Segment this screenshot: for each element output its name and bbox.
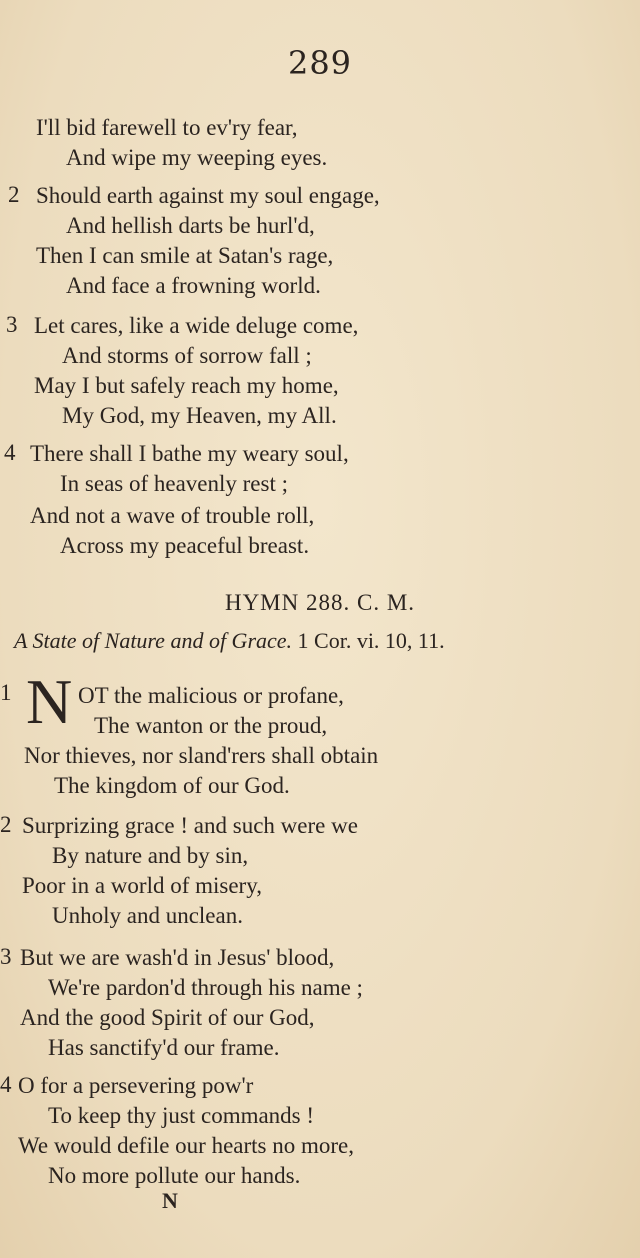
verse-line: Surprizing grace ! and such were we [22, 813, 358, 838]
stanza-number: 3 [6, 312, 18, 337]
verse-line: And not a wave of trouble roll, [30, 503, 315, 528]
verse-line: Should earth against my soul engage, [36, 183, 380, 208]
verse-line: I'll bid farewell to ev'ry fear, [36, 115, 298, 140]
subtitle-scripture-ref: 1 Cor. vi. 10, 11. [297, 628, 445, 653]
verse-line: No more pollute our hands. [48, 1163, 301, 1188]
verse-line: And hellish darts be hurl'd, [66, 213, 315, 238]
verse-line: By nature and by sin, [52, 843, 249, 868]
verse-line: OT the malicious or profane, [78, 683, 344, 708]
verse-line: In seas of heavenly rest ; [60, 471, 289, 496]
verse-line: Then I can smile at Satan's rage, [36, 243, 334, 268]
verse-line: We're pardon'd through his name ; [48, 975, 363, 1000]
verse-line: There shall I bathe my weary soul, [30, 441, 349, 466]
verse-line: Has sanctify'd our frame. [48, 1035, 280, 1060]
verse-line: The wanton or the proud, [94, 713, 328, 738]
drop-cap: N [26, 666, 73, 737]
verse-line: And face a frowning world. [66, 273, 321, 298]
hymn-title: HYMN 288. C. M. [224, 590, 416, 615]
verse-line: And storms of sorrow fall ; [62, 343, 312, 368]
stanza-number: 2 [0, 812, 12, 837]
verse-line: Across my peaceful breast. [60, 533, 310, 558]
stanza-number: 4 [4, 440, 16, 465]
verse-line: And wipe my weeping eyes. [66, 145, 328, 170]
stanza-number: 1 [0, 680, 12, 705]
subtitle-theme: A State of Nature and of Grace. [14, 628, 293, 653]
verse-line: Poor in a world of misery, [22, 873, 262, 898]
verse-line: The kingdom of our God. [54, 773, 290, 798]
verse-line: Unholy and unclean. [52, 903, 243, 928]
hymn-subtitle [14, 628, 445, 654]
stanza-number: 2 [8, 182, 20, 207]
verse-line: May I but safely reach my home, [34, 373, 339, 398]
verse-line: And the good Spirit of our God, [20, 1005, 315, 1030]
verse-line: Let cares, like a wide deluge come, [34, 313, 359, 338]
stanza-number: 4 [0, 1072, 12, 1097]
verse-line: Nor thieves, nor sland'rers shall obtain [24, 743, 379, 768]
verse-line: But we are wash'd in Jesus' blood, [20, 945, 335, 970]
page-number: 289 [287, 44, 353, 82]
verse-line: We would defile our hearts no more, [18, 1133, 355, 1158]
verse-line: My God, my Heaven, my All. [62, 403, 337, 428]
verse-line: O for a persevering pow'r [18, 1073, 254, 1098]
verse-line: To keep thy just commands ! [48, 1103, 315, 1128]
signature-mark: N [162, 1188, 178, 1213]
stanza-number: 3 [0, 944, 12, 969]
